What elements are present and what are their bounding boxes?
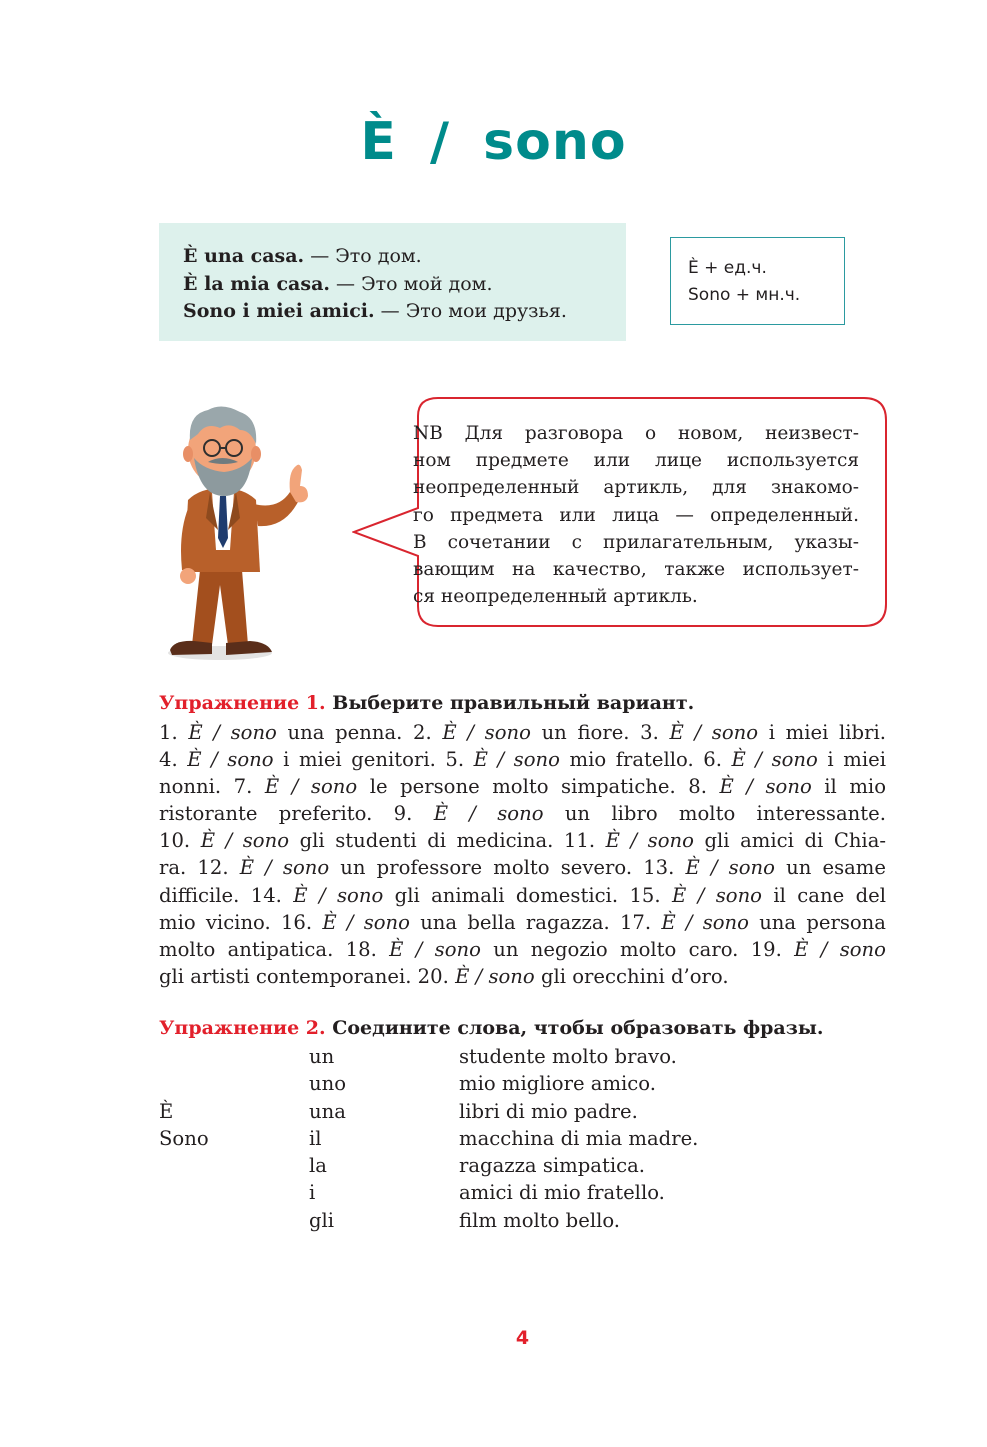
example-translation: — Это мои друзья. bbox=[374, 300, 567, 322]
exercise2-word: il bbox=[309, 1126, 322, 1150]
exercise2-word: uno bbox=[309, 1072, 347, 1096]
answer-choice: È / sono bbox=[719, 775, 812, 799]
sentence-text: gli orecchini d’oro. bbox=[534, 964, 729, 988]
exercise2-word: macchina di mia madre. bbox=[459, 1126, 699, 1150]
grammar-rule-box bbox=[670, 237, 845, 325]
sentence-text: difficile. 14. bbox=[159, 883, 294, 907]
sentence-text: i miei libri. bbox=[758, 721, 886, 744]
exercise2-word: libri di mio padre. bbox=[459, 1099, 638, 1123]
example-italian: È la mia casa. bbox=[183, 272, 330, 295]
sentence-text: una persona bbox=[748, 910, 886, 934]
sentence-text: 4. bbox=[159, 748, 188, 772]
exercise2-column-articles bbox=[309, 1043, 346, 1234]
sentence-text: una penna. 2. bbox=[276, 721, 443, 744]
sentence-text: un libro molto interessante. bbox=[543, 802, 886, 826]
answer-choice: È / sono bbox=[794, 937, 886, 961]
page-number: 4 bbox=[515, 1327, 530, 1349]
sentence-text: ristorante preferito. 9. bbox=[159, 802, 434, 826]
exercise2-word bbox=[159, 1179, 209, 1206]
sentence-text: un fiore. 3. bbox=[530, 721, 670, 744]
sentence-text: molto antipatica. 18. bbox=[159, 937, 390, 961]
example-line bbox=[183, 298, 626, 326]
answer-choice: È / sono bbox=[322, 910, 410, 934]
exercise1-label: Упражнение 1. bbox=[159, 692, 326, 714]
sentence-text: una bella ragazza. 17. bbox=[409, 910, 662, 934]
exercise2-word: ragazza simpatica. bbox=[459, 1154, 645, 1178]
answer-choice: È / sono bbox=[731, 748, 818, 772]
sentence-text: il cane del bbox=[761, 883, 886, 907]
note-line: ся неопределенный артикль. bbox=[413, 586, 698, 608]
exercise2-word: È bbox=[159, 1099, 174, 1123]
answer-choice: È / sono bbox=[661, 910, 749, 934]
answer-choice: È / sono bbox=[293, 883, 384, 907]
answer-choice: È / sono bbox=[187, 748, 274, 772]
exercise2-word bbox=[159, 1207, 209, 1234]
rule-plural: Sono + мн.ч. bbox=[688, 285, 801, 305]
sentence-text: i miei bbox=[817, 748, 886, 772]
exercise2-label: Упражнение 2. bbox=[159, 1017, 326, 1039]
exercise2-word bbox=[159, 1070, 209, 1097]
sentence-text: il mio bbox=[811, 775, 886, 799]
exercise2-word bbox=[159, 1043, 209, 1070]
sentence-text: nonni. 7. bbox=[159, 775, 265, 799]
exercise1-line bbox=[159, 773, 886, 800]
note-line: го предмета или лица — определенный. bbox=[413, 504, 859, 526]
exercise2-column-nouns bbox=[459, 1043, 698, 1234]
exercise1-line bbox=[159, 936, 886, 963]
answer-choice: È / sono bbox=[442, 721, 531, 744]
exercise2-word bbox=[159, 1152, 209, 1179]
exercise1-instruction: Выберите правильный вариант. bbox=[332, 692, 695, 714]
note-line: ном предмете или лице используется bbox=[413, 450, 859, 472]
exercise1-line bbox=[159, 882, 886, 909]
page-title: È / sono bbox=[360, 112, 627, 172]
sentence-text: 10. bbox=[159, 829, 201, 853]
sentence-text: gli studenti di medicina. 11. bbox=[289, 829, 606, 853]
answer-choice: È / sono bbox=[455, 964, 535, 988]
sentence-text: un negozio molto caro. 19. bbox=[480, 937, 795, 961]
exercise2-word: film molto bello. bbox=[459, 1208, 621, 1232]
professor-illustration bbox=[160, 400, 340, 665]
note-line: NB Для разговора о новом, неизвест- bbox=[413, 423, 859, 444]
exercise2-word: studente molto bravo. bbox=[459, 1045, 677, 1068]
answer-choice: È / sono bbox=[669, 721, 759, 744]
exercise2-word: gli bbox=[309, 1208, 335, 1232]
answer-choice: È / sono bbox=[605, 829, 694, 853]
example-translation: — Это мой дом. bbox=[330, 272, 493, 295]
exercise2-word: la bbox=[309, 1154, 327, 1178]
example-italian: Sono i miei amici. bbox=[183, 300, 375, 322]
sentence-text: i miei genitori. 5. bbox=[273, 748, 474, 772]
note-text bbox=[413, 420, 859, 610]
rule-singular: È + ед.ч. bbox=[688, 258, 767, 278]
exercise1-line bbox=[159, 963, 886, 990]
exercise2-heading bbox=[159, 1017, 824, 1039]
exercise2-word: una bbox=[309, 1099, 346, 1123]
exercise1-line bbox=[159, 827, 886, 854]
note-line: вающим на качество, также использует- bbox=[413, 559, 859, 581]
answer-choice: È / sono bbox=[433, 802, 544, 826]
exercise1-line bbox=[159, 909, 886, 936]
sentence-text: 1. bbox=[159, 721, 189, 744]
sentence-text: un esame bbox=[774, 856, 886, 880]
exercise2-word: amici di mio fratello. bbox=[459, 1181, 665, 1205]
answer-choice: È / sono bbox=[264, 775, 358, 799]
note-line: В сочетании с прилагательным, указы- bbox=[413, 531, 859, 553]
note-line: неопределенный артикль, для знакомо- bbox=[413, 477, 859, 499]
exercise2-word: mio migliore amico. bbox=[459, 1072, 656, 1096]
example-line bbox=[183, 271, 626, 299]
answer-choice: È / sono bbox=[239, 856, 330, 880]
sentence-text: le persone molto simpatiche. 8. bbox=[357, 775, 720, 799]
answer-choice: È / sono bbox=[672, 883, 762, 907]
answer-choice: È / sono bbox=[200, 829, 290, 853]
sentence-text: un professore molto severo. 13. bbox=[329, 856, 686, 880]
sentence-text: mio fratello. 6. bbox=[559, 748, 732, 772]
examples-box bbox=[159, 223, 626, 341]
exercise1-body bbox=[159, 719, 886, 990]
exercise2-word: Sono bbox=[159, 1126, 209, 1150]
exercise2-column-verbs bbox=[159, 1043, 209, 1234]
answer-choice: È / sono bbox=[473, 748, 560, 772]
sentence-text: gli amici di Chia- bbox=[693, 829, 887, 853]
sentence-text: ra. 12. bbox=[159, 856, 240, 880]
exercise1-heading bbox=[159, 692, 694, 714]
exercise1-line bbox=[159, 854, 886, 881]
answer-choice: È / sono bbox=[685, 856, 775, 880]
answer-choice: È / sono bbox=[188, 721, 277, 744]
exercise2-word: i bbox=[309, 1181, 316, 1205]
sentence-text: mio vicino. 16. bbox=[159, 910, 323, 934]
exercise1-line bbox=[159, 719, 886, 746]
exercise2-word: un bbox=[309, 1045, 335, 1068]
exercise1-line bbox=[159, 746, 886, 773]
sentence-text: gli animali domestici. 15. bbox=[383, 883, 673, 907]
example-translation: — Это дом. bbox=[304, 245, 422, 267]
answer-choice: È / sono bbox=[389, 937, 481, 961]
exercise2-instruction: Соедините слова, чтобы образовать фразы. bbox=[332, 1017, 824, 1039]
exercise1-line bbox=[159, 800, 886, 827]
sentence-text: gli artisti contemporanei. 20. bbox=[159, 964, 456, 988]
example-line bbox=[183, 243, 626, 271]
example-italian: È una casa. bbox=[183, 245, 305, 267]
